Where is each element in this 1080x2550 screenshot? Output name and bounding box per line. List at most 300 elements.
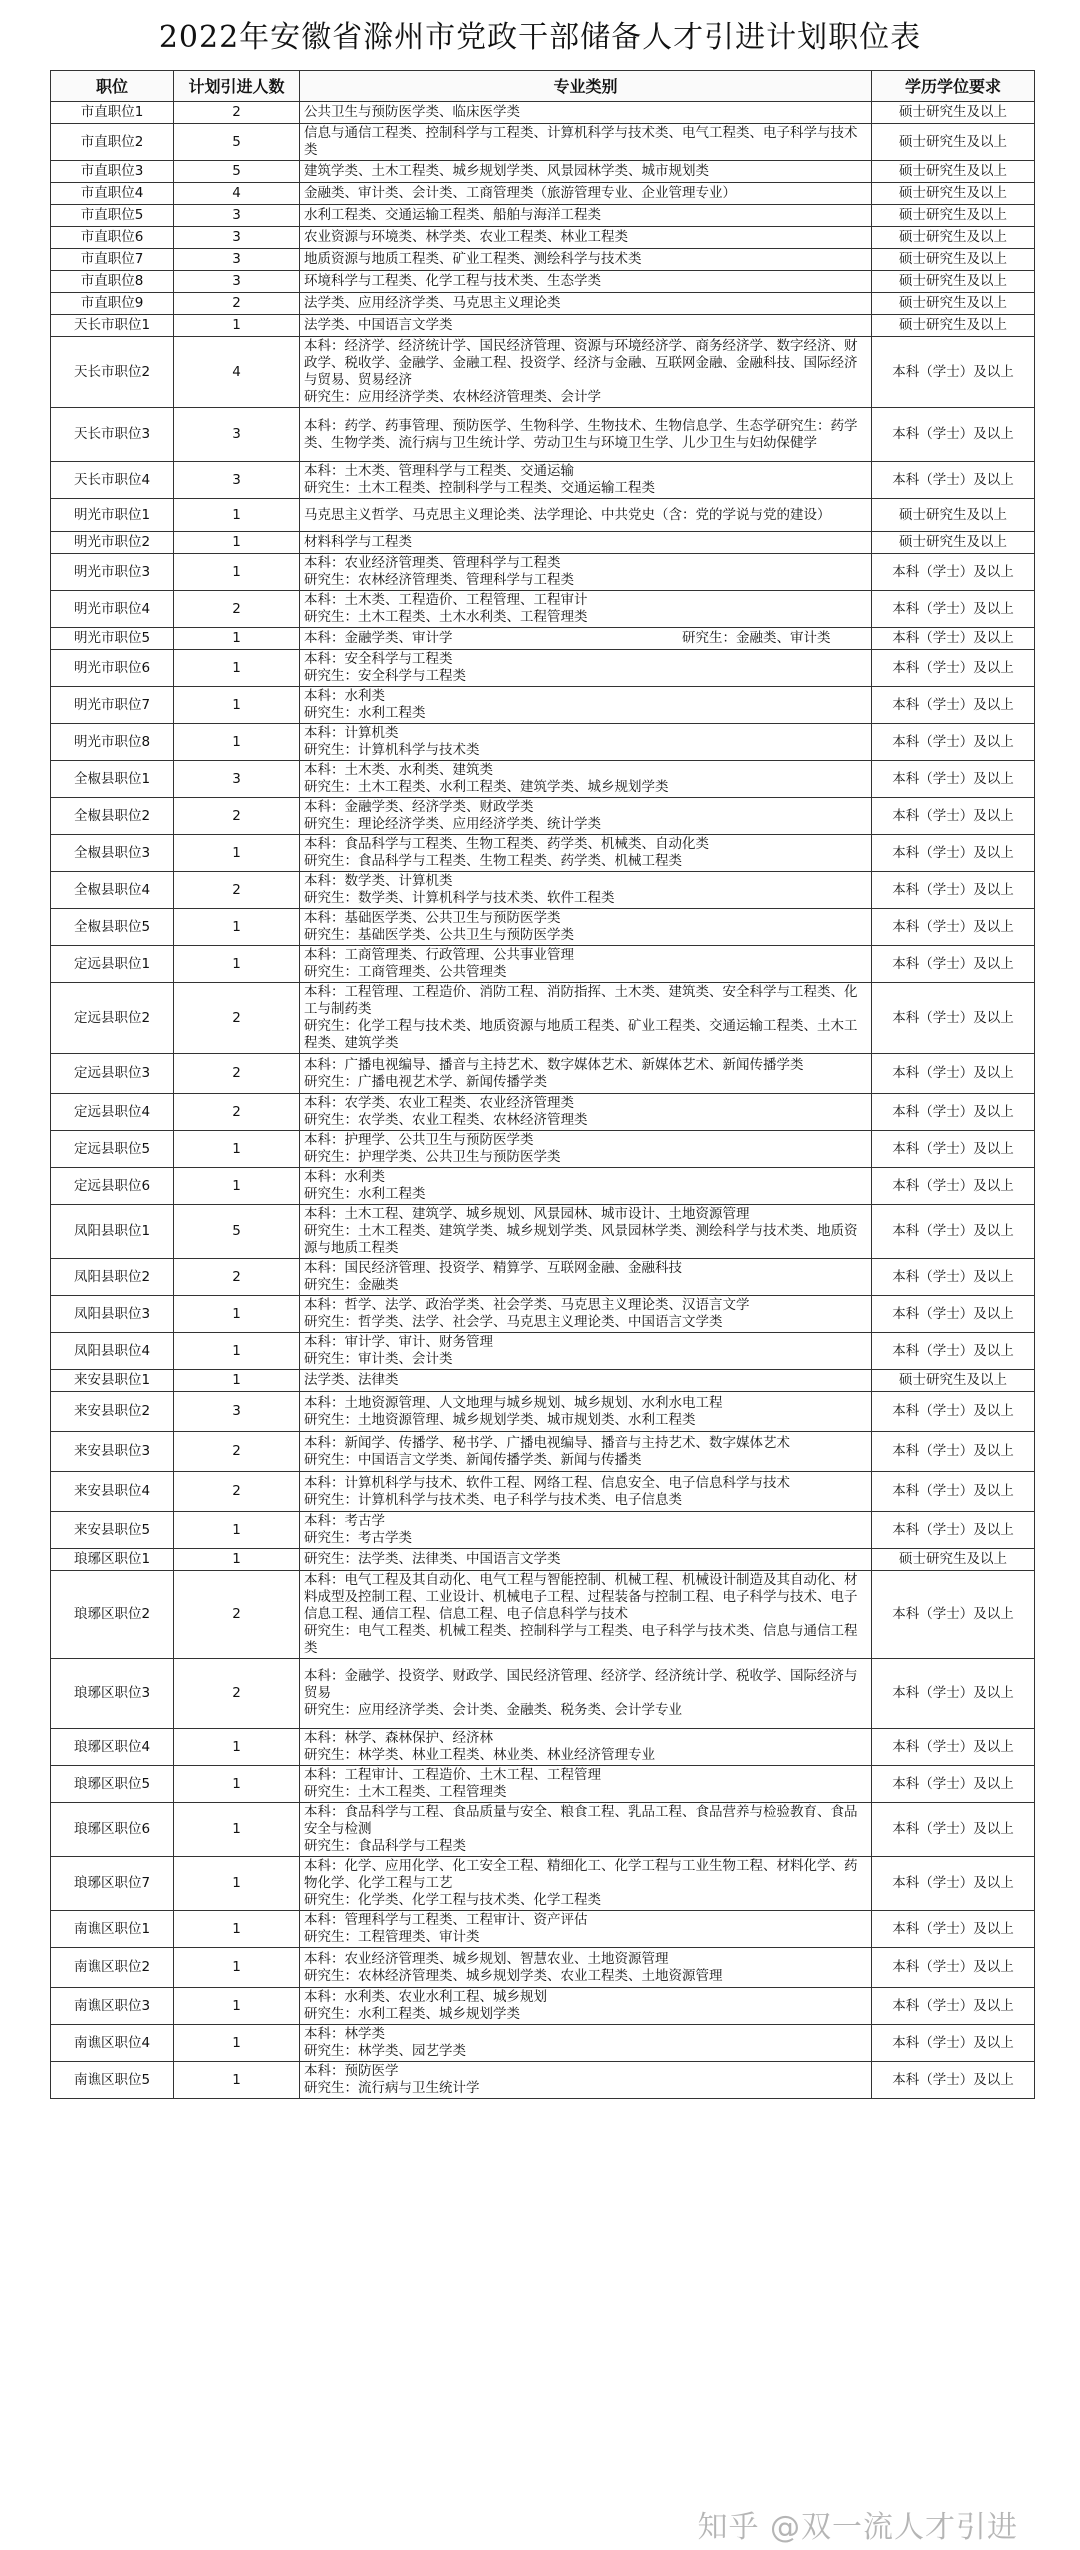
degree-requirement: 本科（学士）及以上 — [872, 724, 1035, 761]
major-category — [300, 2062, 872, 2099]
position-name: 市直职位9 — [51, 293, 174, 315]
position-name: 凤阳县职位4 — [51, 1333, 174, 1370]
degree-requirement: 硕士研究生及以上 — [872, 249, 1035, 271]
major-line: 本科：电气工程及其自动化、电气工程与智能控制、机械工程、机械设计制造及其自动化、材料成型及控制工程、工业设计、机械电子工程、过程装备与控制工程、电子科学与技术、电子信息工程、通信工程、信息工程、电子信息科学与技术 — [304, 1572, 858, 1622]
table-row — [51, 1729, 1035, 1766]
degree-requirement: 硕士研究生及以上 — [872, 315, 1035, 337]
degree-requirement: 本科（学士）及以上 — [872, 1392, 1035, 1432]
header-degree-requirement: 学历学位要求 — [872, 71, 1035, 102]
planned-count: 1 — [174, 1549, 300, 1571]
major-line: 本科：土木类、管理科学与工程类、交通运输 — [304, 463, 574, 479]
planned-count: 1 — [174, 1729, 300, 1766]
planned-count: 2 — [174, 1472, 300, 1512]
table-row — [51, 1168, 1035, 1205]
table-row — [51, 1259, 1035, 1296]
position-name: 天长市职位2 — [51, 337, 174, 408]
watermark: 知乎 @双一流人才引进 — [697, 2510, 1018, 2545]
major-line: 研究生：农林经济管理类、管理科学与工程类 — [304, 572, 574, 588]
planned-count: 3 — [174, 205, 300, 227]
degree-requirement: 本科（学士）及以上 — [872, 1296, 1035, 1333]
major-category — [300, 1988, 872, 2025]
major-category — [300, 872, 872, 909]
major-category — [300, 124, 872, 161]
planned-count: 2 — [174, 1054, 300, 1094]
table-row — [51, 872, 1035, 909]
table-row — [51, 946, 1035, 983]
major-line: 研究生：计算机科学与技术类 — [304, 742, 480, 758]
position-name: 明光市职位6 — [51, 650, 174, 687]
degree-requirement: 本科（学士）及以上 — [872, 1803, 1035, 1857]
major-line: 本科：国民经济管理、投资学、精算学、互联网金融、金融科技 — [304, 1260, 682, 1276]
table-row — [51, 205, 1035, 227]
degree-requirement: 本科（学士）及以上 — [872, 1857, 1035, 1911]
planned-count: 3 — [174, 408, 300, 462]
position-name: 明光市职位4 — [51, 591, 174, 628]
major-line: 研究生：林学类、林业工程类、林业类、林业经济管理专业 — [304, 1747, 655, 1763]
degree-requirement: 硕士研究生及以上 — [872, 183, 1035, 205]
major-category — [300, 1054, 872, 1094]
major-category — [300, 205, 872, 227]
major-category — [300, 835, 872, 872]
major-line: 研究生：哲学类、法学、社会学、马克思主义理论类、中国语言文学类 — [304, 1314, 723, 1330]
degree-requirement: 硕士研究生及以上 — [872, 205, 1035, 227]
major-line: 建筑学类、土木工程类、城乡规划学类、风景园林学类、城市规划类 — [304, 163, 709, 179]
major-category — [300, 798, 872, 835]
table-row — [51, 315, 1035, 337]
degree-requirement: 本科（学士）及以上 — [872, 1729, 1035, 1766]
major-line: 法学类、法律类 — [304, 1372, 399, 1388]
position-name: 市直职位7 — [51, 249, 174, 271]
degree-requirement: 本科（学士）及以上 — [872, 1333, 1035, 1370]
table-row — [51, 1392, 1035, 1432]
position-name: 南谯区职位2 — [51, 1948, 174, 1988]
major-category — [300, 650, 872, 687]
planned-count: 1 — [174, 1131, 300, 1168]
major-line: 研究生：流行病与卫生统计学 — [304, 2080, 480, 2096]
planned-count: 1 — [174, 835, 300, 872]
planned-count: 2 — [174, 983, 300, 1054]
major-category — [300, 687, 872, 724]
planned-count: 2 — [174, 1659, 300, 1729]
position-name: 定远县职位1 — [51, 946, 174, 983]
major-line: 马克思主义哲学、马克思主义理论类、法学理论、中共党史（含：党的学说与党的建设） — [304, 506, 831, 523]
degree-requirement: 本科（学士）及以上 — [872, 983, 1035, 1054]
major-category — [300, 499, 872, 532]
planned-count: 1 — [174, 1370, 300, 1392]
major-line: 研究生：食品科学与工程类、生物工程类、药学类、机械工程类 — [304, 853, 682, 869]
table-body — [51, 102, 1035, 2099]
major-line: 本科：化学、应用化学、化工安全工程、精细化工、化学工程与工业生物工程、材料化学、药物化学、化学工程与工艺 — [304, 1858, 858, 1891]
major-line: 本科：林学、森林保护、经济林 — [304, 1730, 493, 1746]
degree-requirement: 本科（学士）及以上 — [872, 798, 1035, 835]
major-line: 研究生：审计类、会计类 — [304, 1351, 453, 1367]
major-line: 本科：水利类 — [304, 1169, 385, 1185]
planned-count: 3 — [174, 1392, 300, 1432]
position-name: 市直职位5 — [51, 205, 174, 227]
planned-count: 1 — [174, 2062, 300, 2099]
major-line: 研究生：农学类、农业工程类、农林经济管理类 — [304, 1112, 588, 1128]
position-name: 明光市职位8 — [51, 724, 174, 761]
major-line: 本科：食品科学与工程类、生物工程类、药学类、机械类、自动化类 — [304, 836, 709, 852]
planned-count: 1 — [174, 628, 300, 650]
degree-requirement: 本科（学士）及以上 — [872, 591, 1035, 628]
major-category — [300, 227, 872, 249]
planned-count: 2 — [174, 591, 300, 628]
position-name: 来安县职位2 — [51, 1392, 174, 1432]
page-title: 2022年安徽省滁州市党政干部储备人才引进计划职位表 — [158, 20, 922, 55]
planned-count: 3 — [174, 227, 300, 249]
planned-count: 2 — [174, 1259, 300, 1296]
degree-requirement: 硕士研究生及以上 — [872, 1549, 1035, 1571]
major-line: 本科：农业经济管理类、管理科学与工程类 — [304, 555, 561, 571]
degree-requirement: 本科（学士）及以上 — [872, 554, 1035, 591]
position-name: 天长市职位1 — [51, 315, 174, 337]
degree-requirement: 本科（学士）及以上 — [872, 761, 1035, 798]
major-line: 研究生：数学类、计算机科学与技术类、软件工程类 — [304, 890, 615, 906]
table-row — [51, 2025, 1035, 2062]
table-row — [51, 1659, 1035, 1729]
major-line: 研究生：应用经济学类、农林经济管理类、会计学 — [304, 389, 601, 405]
table-row — [51, 1432, 1035, 1472]
planned-count: 1 — [174, 1988, 300, 2025]
major-category — [300, 724, 872, 761]
planned-count: 1 — [174, 499, 300, 532]
degree-requirement: 硕士研究生及以上 — [872, 124, 1035, 161]
major-line: 水利工程类、交通运输工程类、船舶与海洋工程类 — [304, 207, 601, 223]
major-category — [300, 408, 872, 462]
position-name: 定远县职位6 — [51, 1168, 174, 1205]
position-name: 来安县职位3 — [51, 1432, 174, 1472]
major-line: 本科：药学、药事管理、预防医学、生物科学、生物技术、生物信息学、生态学研究生：药学类、生物学类、流行病与卫生统计学、劳动卫生与环境卫生学、儿少卫生与妇幼保健学 — [304, 417, 858, 451]
position-name: 琅琊区职位3 — [51, 1659, 174, 1729]
degree-requirement: 本科（学士）及以上 — [872, 909, 1035, 946]
major-category — [300, 1857, 872, 1911]
major-line: 研究生：土地资源管理、城乡规划学类、城市规划类、水利工程类 — [304, 1411, 696, 1428]
major-category — [300, 271, 872, 293]
planned-count: 2 — [174, 1571, 300, 1659]
major-line: 研究生：农林经济管理类、城乡规划学类、农业工程类、土地资源管理 — [304, 1967, 723, 1984]
planned-count: 1 — [174, 650, 300, 687]
major-line: 研究生：法学类、法律类、中国语言文学类 — [304, 1551, 561, 1567]
position-name: 南谯区职位1 — [51, 1911, 174, 1948]
major-category — [300, 1392, 872, 1432]
table-row — [51, 499, 1035, 532]
planned-count: 1 — [174, 1168, 300, 1205]
major-category — [300, 2025, 872, 2062]
planned-count: 1 — [174, 315, 300, 337]
planned-count: 1 — [174, 1803, 300, 1857]
major-line: 研究生：电气工程类、机械工程类、控制科学与工程类、电子科学与技术类、信息与通信工程类 — [304, 1623, 858, 1656]
major-line: 研究生：水利工程类 — [304, 1186, 426, 1202]
major-category — [300, 591, 872, 628]
degree-requirement: 本科（学士）及以上 — [872, 1094, 1035, 1131]
planned-count: 1 — [174, 687, 300, 724]
major-category — [300, 1296, 872, 1333]
major-line: 本科：水利类、农业水利工程、城乡规划 — [304, 1989, 547, 2005]
major-line: 研究生：土木工程类、建筑学类、城乡规划学类、风景园林学类、测绘科学与技术类、地质资源与地质工程类 — [304, 1223, 858, 1256]
major-line: 研究生：中国语言文学类、新闻传播学类、新闻与传播类 — [304, 1451, 642, 1468]
major-line: 研究生：土木工程类、土木水利类、工程管理类 — [304, 609, 588, 625]
major-line: 本科：安全科学与工程类 — [304, 651, 453, 667]
major-line: 本科：哲学、法学、政治学类、社会学类、马克思主义理论类、汉语言文学 — [304, 1297, 750, 1313]
table-row — [51, 1472, 1035, 1512]
degree-requirement: 硕士研究生及以上 — [872, 271, 1035, 293]
degree-requirement: 本科（学士）及以上 — [872, 1659, 1035, 1729]
major-category — [300, 462, 872, 499]
table-row — [51, 249, 1035, 271]
major-category — [300, 1729, 872, 1766]
major-category — [300, 1512, 872, 1549]
planned-count: 3 — [174, 462, 300, 499]
position-name: 琅琊区职位6 — [51, 1803, 174, 1857]
position-name: 明光市职位7 — [51, 687, 174, 724]
degree-requirement: 硕士研究生及以上 — [872, 293, 1035, 315]
major-line: 本科：审计学、审计、财务管理 — [304, 1334, 493, 1350]
position-name: 全椒县职位1 — [51, 761, 174, 798]
major-category — [300, 1131, 872, 1168]
major-category — [300, 628, 872, 650]
table-row — [51, 161, 1035, 183]
planned-count: 3 — [174, 761, 300, 798]
major-category — [300, 1549, 872, 1571]
major-line: 本科：护理学、公共卫生与预防医学类 — [304, 1132, 534, 1148]
major-line: 研究生：金融类 — [304, 1277, 399, 1293]
position-name: 天长市职位4 — [51, 462, 174, 499]
planned-count: 3 — [174, 271, 300, 293]
table-row — [51, 1857, 1035, 1911]
major-category — [300, 161, 872, 183]
planned-count: 5 — [174, 161, 300, 183]
position-name: 市直职位8 — [51, 271, 174, 293]
major-line: 公共卫生与预防医学类、临床医学类 — [304, 104, 520, 120]
degree-requirement: 本科（学士）及以上 — [872, 650, 1035, 687]
planned-count: 4 — [174, 337, 300, 408]
major-line: 研究生：护理学类、公共卫生与预防医学类 — [304, 1149, 561, 1165]
degree-requirement: 本科（学士）及以上 — [872, 1432, 1035, 1472]
planned-count: 2 — [174, 872, 300, 909]
planned-count: 1 — [174, 2025, 300, 2062]
major-line: 研究生：土木工程类、控制科学与工程类、交通运输工程类 — [304, 480, 655, 496]
major-line: 研究生：水利工程类 — [304, 705, 426, 721]
major-line: 本科：工程审计、工程造价、土木工程、工程管理 — [304, 1767, 601, 1783]
major-line: 本科：土木类、水利类、建筑类 — [304, 762, 493, 778]
position-name: 全椒县职位3 — [51, 835, 174, 872]
major-line: 法学类、中国语言文学类 — [304, 317, 453, 333]
major-line: 本科：经济学、经济统计学、国民经济管理、资源与环境经济学、商务经济学、数字经济、财政学、税收学、金融学、金融工程、投资学、经济与金融、互联网金融、金融科技、国际经济与贸易、贸易经济 — [304, 338, 858, 388]
degree-requirement: 本科（学士）及以上 — [872, 1472, 1035, 1512]
position-name: 定远县职位4 — [51, 1094, 174, 1131]
planned-count: 1 — [174, 554, 300, 591]
major-category — [300, 909, 872, 946]
position-name: 南谯区职位3 — [51, 1988, 174, 2025]
major-category — [300, 946, 872, 983]
major-line: 研究生：化学类、化学工程与技术类、化学工程类 — [304, 1892, 601, 1908]
degree-requirement: 本科（学士）及以上 — [872, 408, 1035, 462]
degree-requirement: 硕士研究生及以上 — [872, 1370, 1035, 1392]
major-category — [300, 1571, 872, 1659]
major-line: 研究生：土木工程类、工程管理类 — [304, 1784, 507, 1800]
planned-count: 1 — [174, 724, 300, 761]
major-line: 本科：计算机类 — [304, 725, 399, 741]
header-position: 职位 — [51, 71, 174, 102]
major-line: 研究生：基础医学类、公共卫生与预防医学类 — [304, 927, 574, 943]
degree-requirement: 本科（学士）及以上 — [872, 462, 1035, 499]
major-line: 研究生：考古学类 — [304, 1530, 412, 1546]
major-line: 本科：预防医学 — [304, 2063, 399, 2079]
position-name: 明光市职位3 — [51, 554, 174, 591]
major-line: 本科：计算机科学与技术、软件工程、网络工程、信息安全、电子信息科学与技术 — [304, 1474, 790, 1491]
table-row — [51, 554, 1035, 591]
planned-count: 1 — [174, 1296, 300, 1333]
major-category — [300, 1911, 872, 1948]
table-row — [51, 1911, 1035, 1948]
major-category — [300, 1259, 872, 1296]
position-name: 凤阳县职位3 — [51, 1296, 174, 1333]
major-line: 材料科学与工程类 — [304, 534, 412, 550]
planned-count: 1 — [174, 1766, 300, 1803]
table-row — [51, 761, 1035, 798]
major-line: 研究生：林学类、园艺学类 — [304, 2043, 466, 2059]
position-name: 琅琊区职位5 — [51, 1766, 174, 1803]
degree-requirement: 本科（学士）及以上 — [872, 1988, 1035, 2025]
table-row — [51, 102, 1035, 124]
planned-count: 2 — [174, 1094, 300, 1131]
major-line: 研究生：化学工程与技术类、地质资源与地质工程类、矿业工程类、交通运输工程类、土木工程类、建筑学类 — [304, 1018, 858, 1051]
degree-requirement: 本科（学士）及以上 — [872, 1259, 1035, 1296]
major-line: 本科：食品科学与工程、食品质量与安全、粮食工程、乳品工程、食品营养与检验教育、食品安全与检测 — [304, 1804, 858, 1837]
position-name: 市直职位2 — [51, 124, 174, 161]
position-name: 来安县职位5 — [51, 1512, 174, 1549]
position-name: 琅琊区职位1 — [51, 1549, 174, 1571]
degree-requirement: 本科（学士）及以上 — [872, 2025, 1035, 2062]
planned-count: 3 — [174, 249, 300, 271]
major-line: 本科：土地资源管理、人文地理与城乡规划、城乡规划、水利水电工程 — [304, 1394, 723, 1411]
major-category — [300, 337, 872, 408]
degree-requirement: 本科（学士）及以上 — [872, 1766, 1035, 1803]
major-category — [300, 1659, 872, 1729]
major-line: 研究生：土木工程类、水利工程类、建筑学类、城乡规划学类 — [304, 779, 669, 795]
degree-requirement: 本科（学士）及以上 — [872, 628, 1035, 650]
major-line: 本科：农业经济管理类、城乡规划、智慧农业、土地资源管理 — [304, 1950, 669, 1967]
major-line: 研究生：水利工程类、城乡规划学类 — [304, 2006, 520, 2022]
position-name: 明光市职位5 — [51, 628, 174, 650]
major-category — [300, 1370, 872, 1392]
planned-count: 2 — [174, 293, 300, 315]
major-category — [300, 1168, 872, 1205]
major-line: 地质资源与地质工程类、矿业工程类、测绘科学与技术类 — [304, 251, 642, 267]
position-name: 来安县职位1 — [51, 1370, 174, 1392]
major-category — [300, 761, 872, 798]
table-row — [51, 687, 1035, 724]
position-name: 市直职位3 — [51, 161, 174, 183]
major-category — [300, 1094, 872, 1131]
planned-count: 2 — [174, 798, 300, 835]
position-name: 全椒县职位4 — [51, 872, 174, 909]
degree-requirement: 本科（学士）及以上 — [872, 835, 1035, 872]
major-line: 本科：新闻学、传播学、秘书学、广播电视编导、播音与主持艺术、数字媒体艺术 — [304, 1434, 790, 1451]
table-row — [51, 983, 1035, 1054]
major-category — [300, 1766, 872, 1803]
degree-requirement: 本科（学士）及以上 — [872, 1205, 1035, 1259]
position-name: 琅琊区职位2 — [51, 1571, 174, 1659]
table-row — [51, 1094, 1035, 1131]
major-line: 本科：广播电视编导、播音与主持艺术、数字媒体艺术、新媒体艺术、新闻传播学类 — [304, 1056, 804, 1073]
major-category — [300, 1948, 872, 1988]
position-name: 南谯区职位5 — [51, 2062, 174, 2099]
major-category — [300, 1333, 872, 1370]
table-row — [51, 1803, 1035, 1857]
major-line: 本科：金融学、投资学、财政学、国民经济管理、经济学、经济统计学、税收学、国际经济与贸易 — [304, 1668, 858, 1701]
position-name: 琅琊区职位7 — [51, 1857, 174, 1911]
major-category — [300, 1205, 872, 1259]
position-name: 南谯区职位4 — [51, 2025, 174, 2062]
major-line: 本科：工商管理类、行政管理、公共事业管理 — [304, 947, 574, 963]
table-row — [51, 1370, 1035, 1392]
table-row — [51, 1131, 1035, 1168]
major-line: 本科：管理科学与工程类、工程审计、资产评估 — [304, 1912, 588, 1928]
degree-requirement: 本科（学士）及以上 — [872, 1571, 1035, 1659]
table-row — [51, 1549, 1035, 1571]
degree-requirement: 本科（学士）及以上 — [872, 946, 1035, 983]
table-row — [51, 724, 1035, 761]
table-row — [51, 1296, 1035, 1333]
planned-count: 2 — [174, 1432, 300, 1472]
table-row — [51, 124, 1035, 161]
planned-count: 1 — [174, 1857, 300, 1911]
position-name: 市直职位4 — [51, 183, 174, 205]
planned-count: 1 — [174, 946, 300, 983]
major-line: 农业资源与环境类、林学类、农业工程类、林业工程类 — [304, 229, 628, 245]
header-major-category: 专业类别 — [300, 71, 872, 102]
major-category — [300, 1472, 872, 1512]
position-name: 定远县职位3 — [51, 1054, 174, 1094]
planned-count: 5 — [174, 1205, 300, 1259]
table-row — [51, 183, 1035, 205]
table-row — [51, 650, 1035, 687]
table-row — [51, 2062, 1035, 2099]
header-planned-count: 计划引进人数 — [174, 71, 300, 102]
major-line: 信息与通信工程类、控制科学与工程类、计算机科学与技术类、电气工程类、电子科学与技术类 — [304, 125, 858, 158]
degree-requirement: 本科（学士）及以上 — [872, 1948, 1035, 1988]
table-row — [51, 532, 1035, 554]
major-line: 本科：考古学 — [304, 1513, 385, 1529]
degree-requirement: 本科（学士）及以上 — [872, 1131, 1035, 1168]
major-line: 法学类、应用经济学类、马克思主义理论类 — [304, 295, 561, 311]
position-name: 明光市职位1 — [51, 499, 174, 532]
major-line: 本科：土木工程、建筑学、城乡规划、风景园林、城市设计、土地资源管理 — [304, 1206, 750, 1222]
major-line: 本科：金融学类、审计学 研究生：金融类、审计类 — [304, 630, 831, 646]
position-name: 琅琊区职位4 — [51, 1729, 174, 1766]
table-row — [51, 271, 1035, 293]
degree-requirement: 硕士研究生及以上 — [872, 227, 1035, 249]
major-line: 本科：数学类、计算机类 — [304, 873, 453, 889]
table-row — [51, 293, 1035, 315]
table-row — [51, 591, 1035, 628]
major-line: 研究生：工程管理类、审计类 — [304, 1929, 480, 1945]
major-category — [300, 983, 872, 1054]
degree-requirement: 本科（学士）及以上 — [872, 872, 1035, 909]
major-line: 本科：农学类、农业工程类、农业经济管理类 — [304, 1095, 574, 1111]
major-category — [300, 554, 872, 591]
planned-count: 1 — [174, 532, 300, 554]
position-name: 来安县职位4 — [51, 1472, 174, 1512]
major-category — [300, 1432, 872, 1472]
degree-requirement: 本科（学士）及以上 — [872, 1054, 1035, 1094]
major-line: 研究生：理论经济学类、应用经济学类、统计学类 — [304, 816, 601, 832]
major-line: 本科：基础医学类、公共卫生与预防医学类 — [304, 910, 561, 926]
table-row — [51, 337, 1035, 408]
planned-count: 5 — [174, 124, 300, 161]
